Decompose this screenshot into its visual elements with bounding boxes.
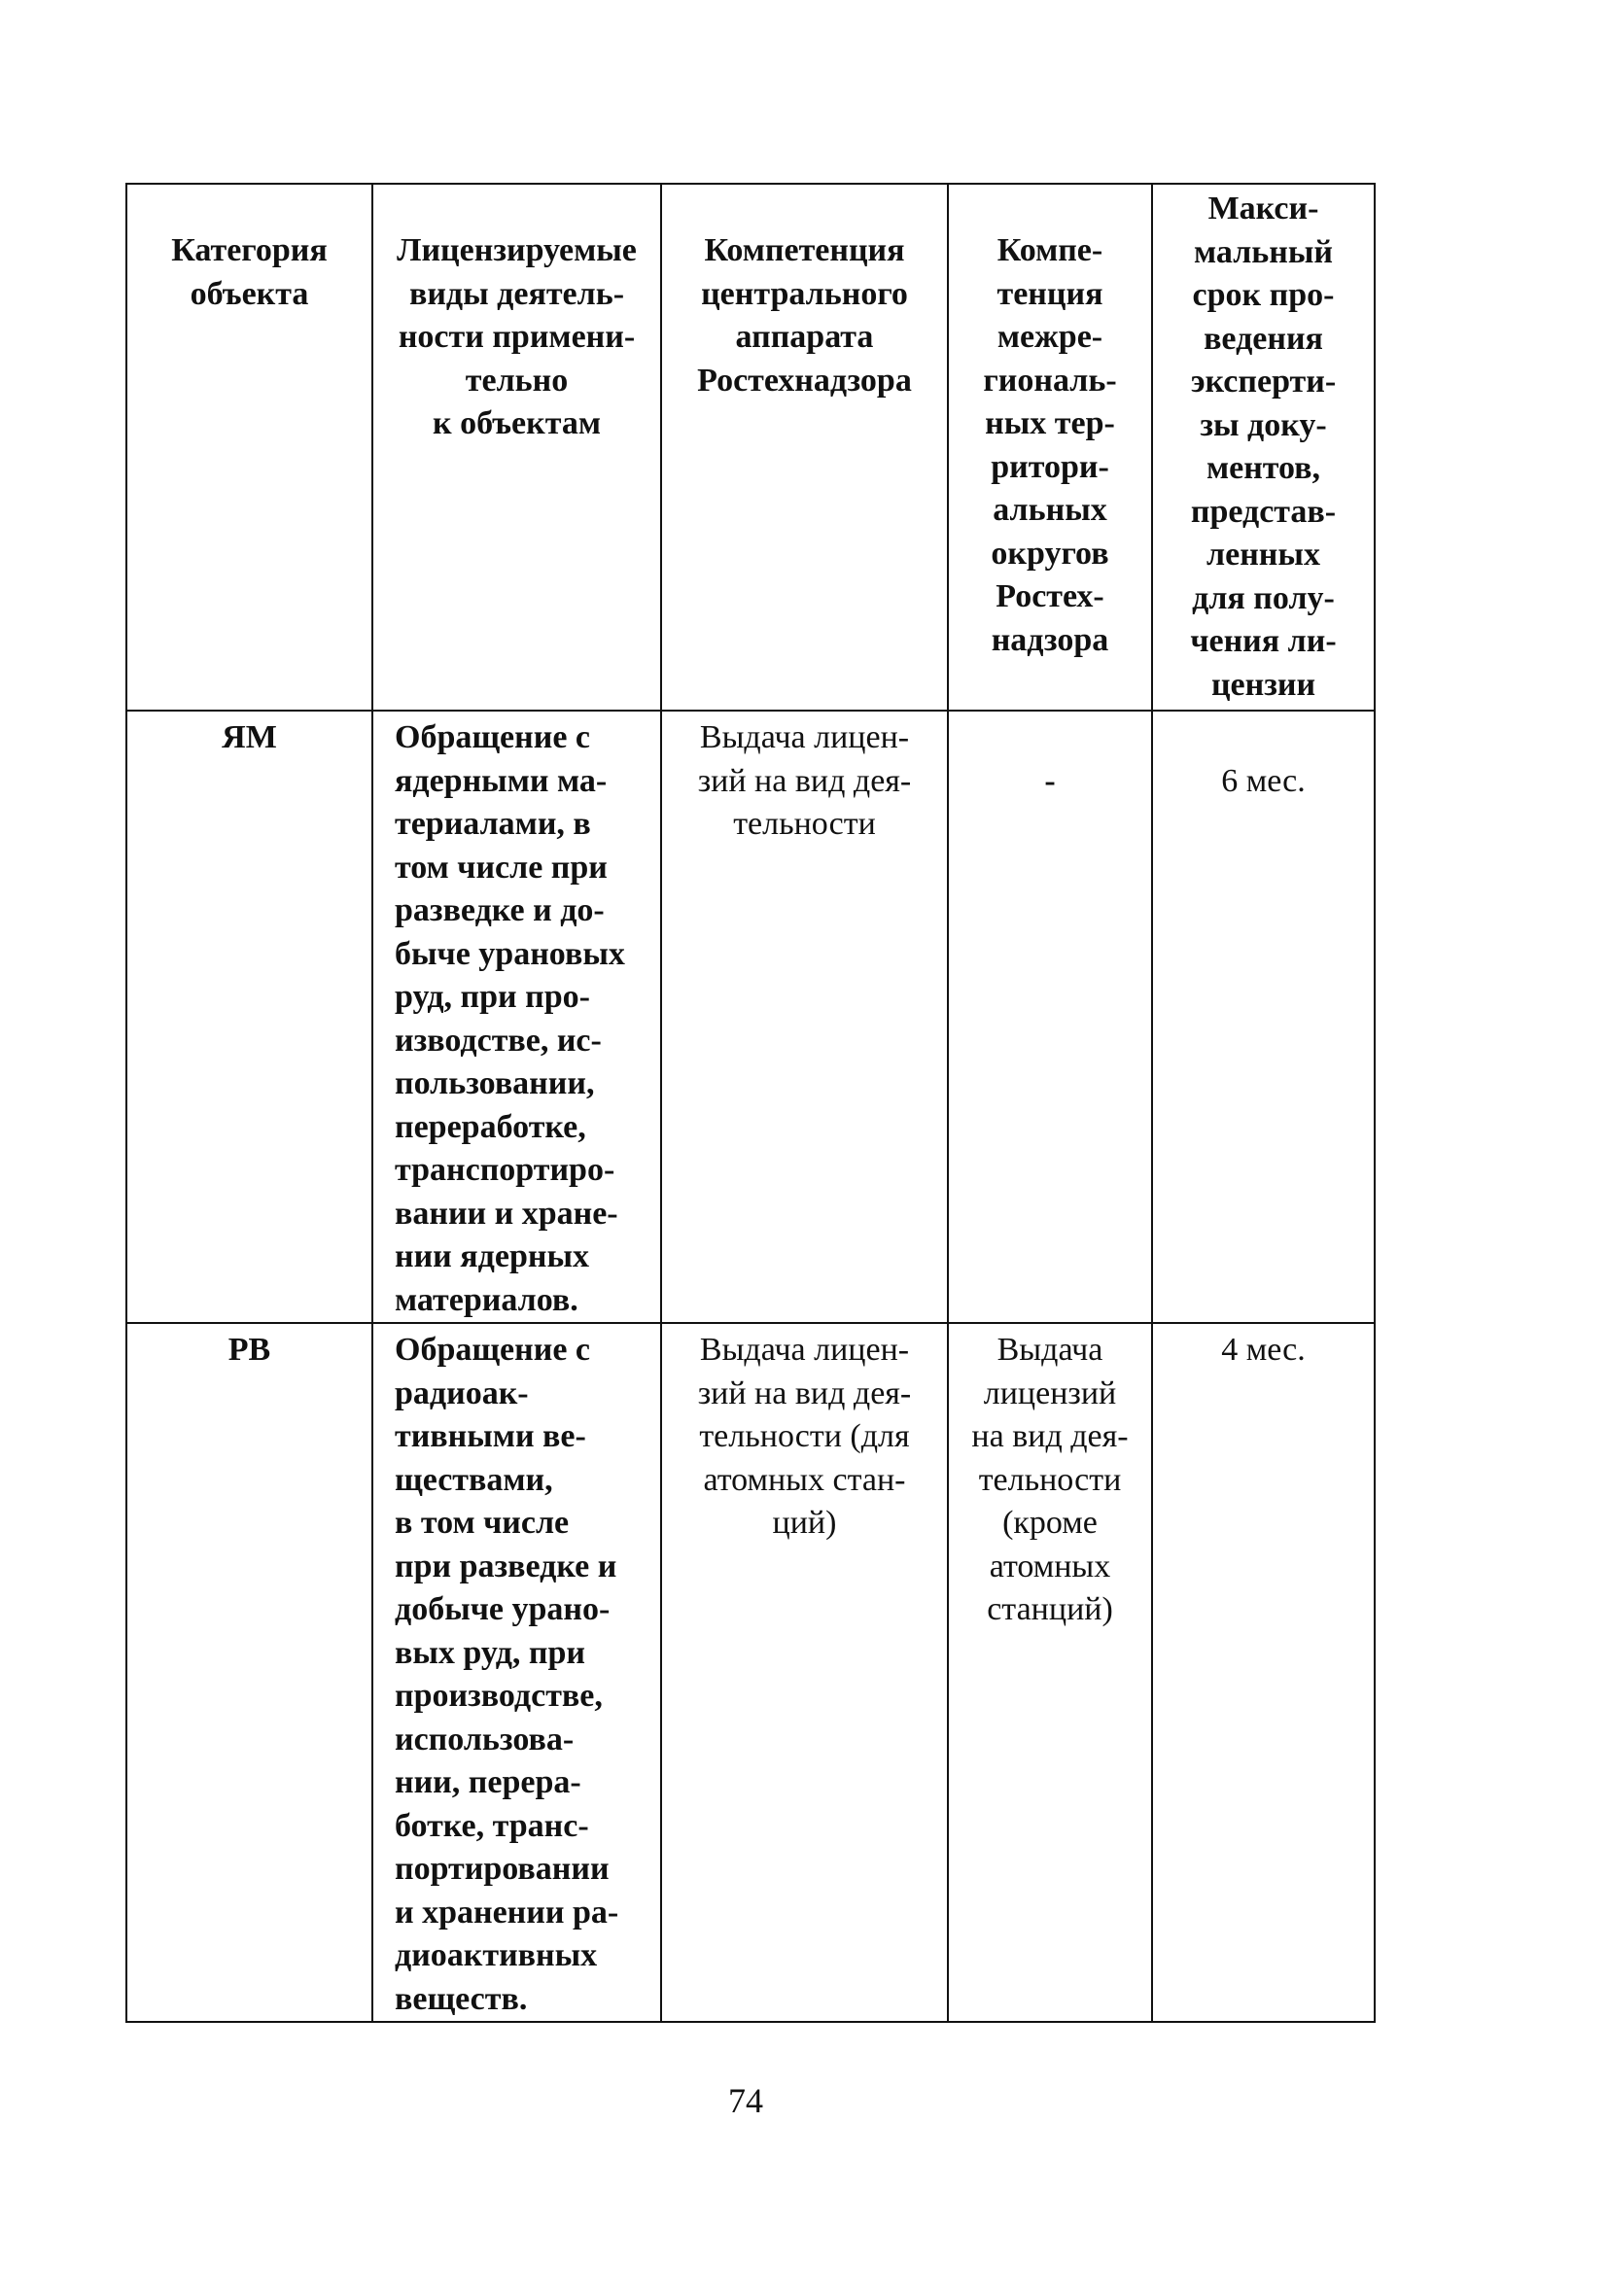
page-number: 74 xyxy=(728,2081,763,2120)
table-row xyxy=(126,1323,1375,2022)
cell-activity: Обращение с ядерными ма- териалами, в том числе при разведке и до- быче урановых руд, при про- изводстве, ис- пользовании, переработке, транспортиро- вании и хране- нии ядерных материалов. xyxy=(372,711,661,1323)
cell-term: 4 мес. xyxy=(1152,1323,1375,2022)
cell-regional: - xyxy=(948,711,1152,1323)
header-licensed-activities: Лицензируемые виды деятель- ности примени- тельно к объектам xyxy=(372,184,661,711)
cell-activity: Обращение с радиоак- тивными ве- ществами, в том числе при разведке и добыче урано- вых руд, при производстве, использова- нии, перера- ботке, транс- портировании и хранении ра- диоактивных веществ. xyxy=(372,1323,661,2022)
header-max-term: Макси- мальный срок про- ведения эксперти- зы доку- ментов, представ- ленных для полу- чения ли- цензии xyxy=(1152,184,1375,711)
table-row xyxy=(126,711,1375,1323)
cell-central: Выдача лицен- зий на вид дея- тельности (для атомных стан- ций) xyxy=(661,1323,948,2022)
licensing-table xyxy=(125,183,1376,2023)
cell-term: 6 мес. xyxy=(1152,711,1375,1323)
header-central-competence: Компетенция центрального аппарата Ростехнадзора xyxy=(661,184,948,711)
cell-central: Выдача лицен- зий на вид дея- тельности xyxy=(661,711,948,1323)
header-category: Категория объекта xyxy=(126,184,372,711)
cell-category: ЯМ xyxy=(126,711,372,1323)
cell-regional: Выдача лицензий на вид дея- тельности (кроме атомных станций) xyxy=(948,1323,1152,2022)
table-header-row xyxy=(126,184,1375,711)
cell-category: РВ xyxy=(126,1323,372,2022)
header-regional-competence: Компе- тенция межре- гиональ- ных тер- ритори- альных округов Ростех- надзора xyxy=(948,184,1152,711)
